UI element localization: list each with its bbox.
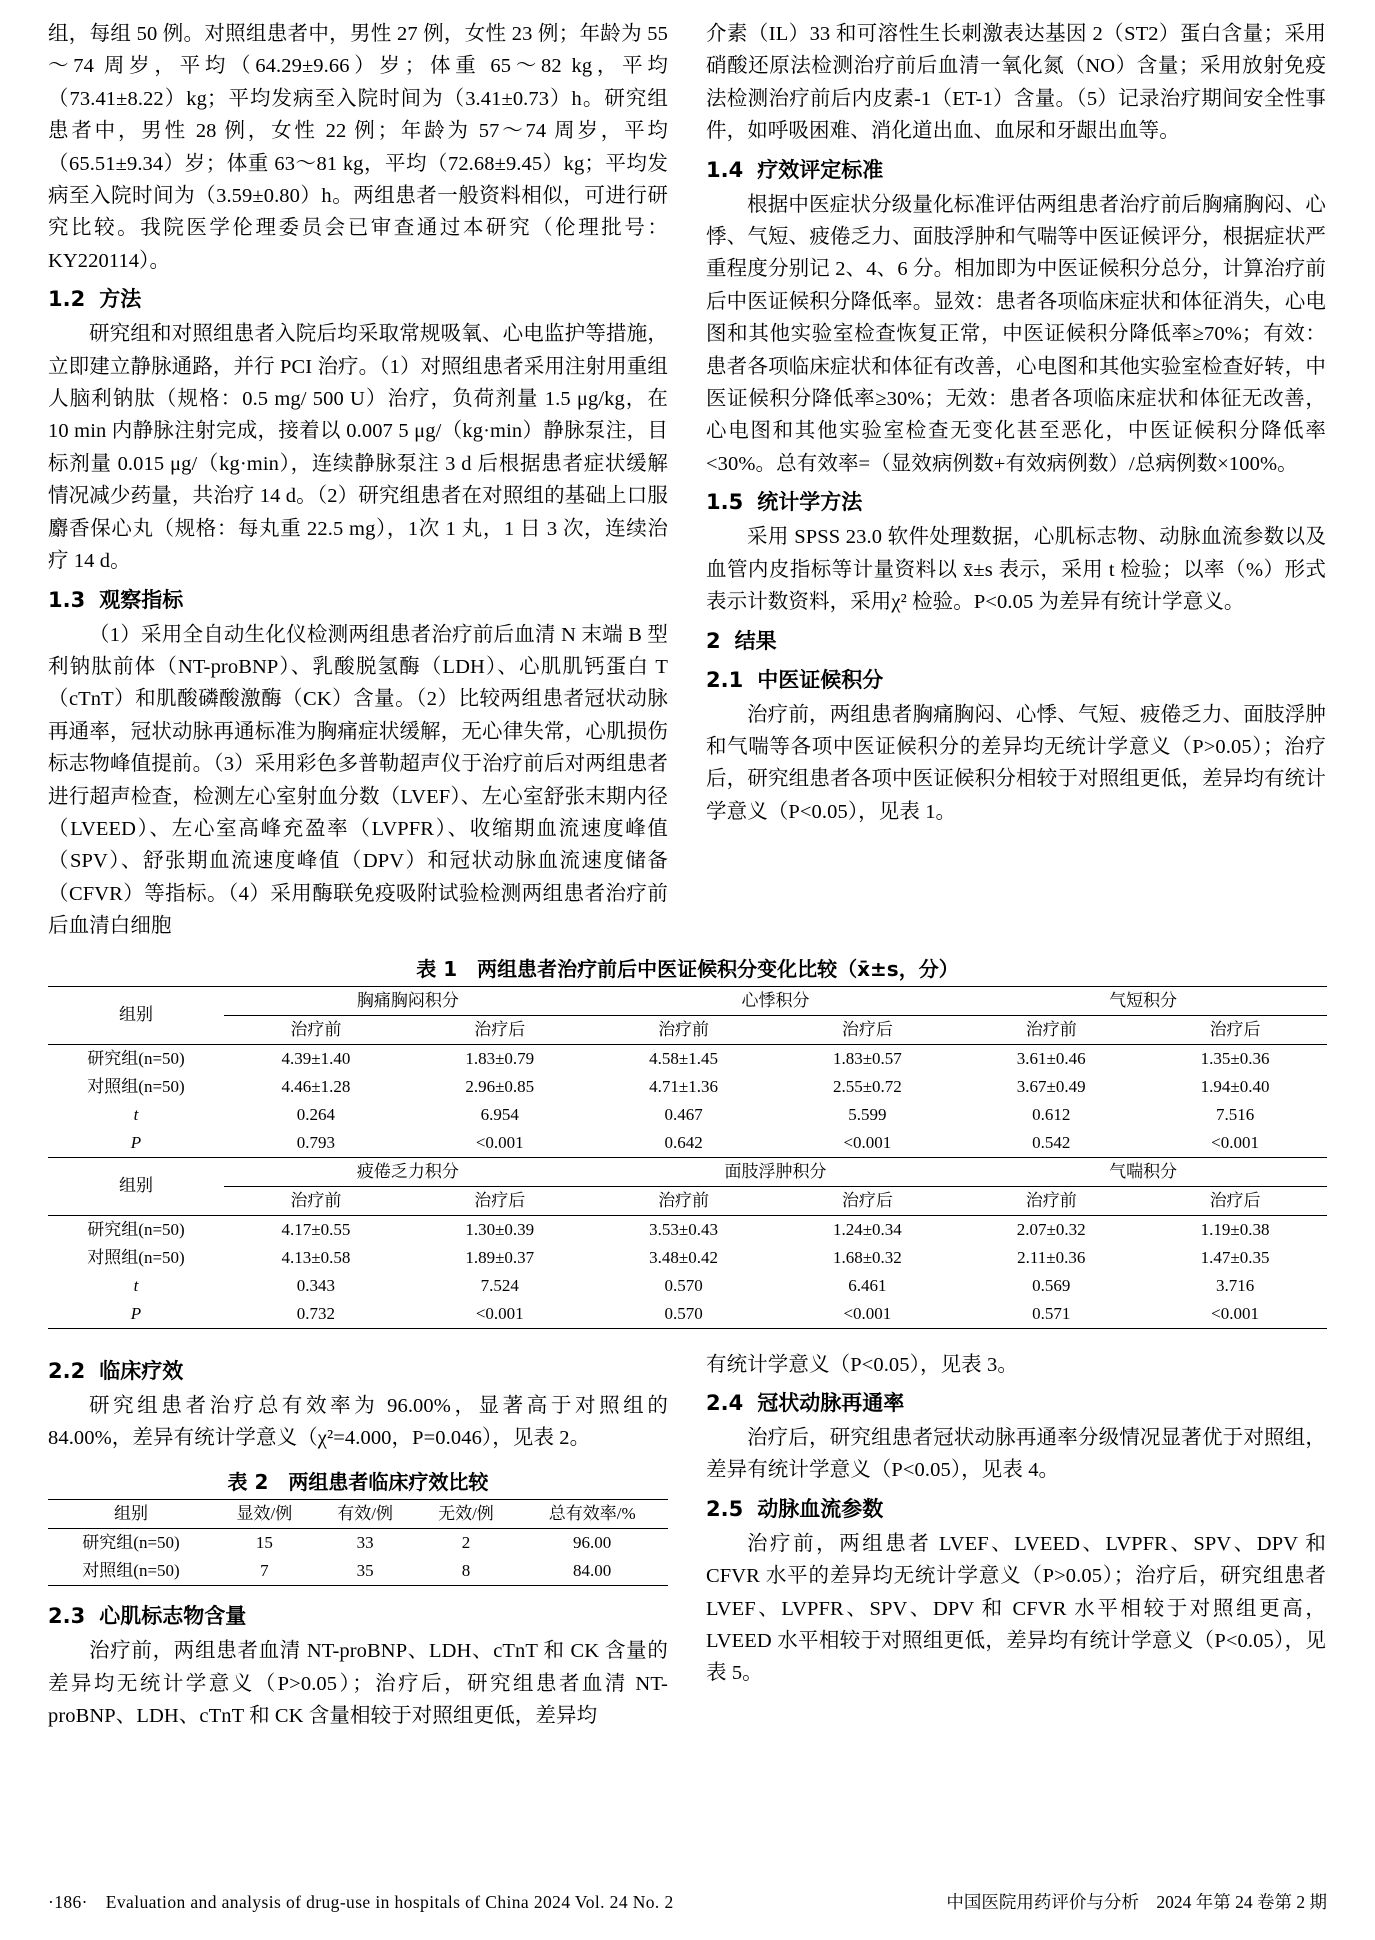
table-1-wrapper bbox=[48, 953, 1327, 1329]
table-1-subheader: 治疗前 bbox=[658, 1190, 710, 1210]
table-2-cell: 96.00 bbox=[573, 1533, 612, 1553]
table-2-row-label: 研究组(n=50) bbox=[82, 1533, 180, 1553]
table-2-header: 无效/例 bbox=[438, 1504, 494, 1524]
table-2-cell: 7 bbox=[260, 1561, 269, 1581]
table-1-cell: 1.30±0.39 bbox=[465, 1219, 535, 1239]
page-footer bbox=[48, 1889, 1327, 1914]
table-row bbox=[48, 1129, 1327, 1158]
heading-2-1-number: 2.1 bbox=[706, 667, 744, 692]
table-1-cell: 7.516 bbox=[1215, 1104, 1255, 1124]
table-1-cell: 0.570 bbox=[664, 1303, 703, 1323]
heading-2-4 bbox=[706, 1387, 1326, 1420]
table-2-row-label: 对照组(n=50) bbox=[82, 1561, 180, 1581]
table-1-cell: 1.35±0.36 bbox=[1200, 1048, 1270, 1068]
paragraph-2-2: 研究组患者治疗总有效率为 96.00%，显著高于对照组的 84.00%，差异有统计学意义（χ²=4.000，P=0.046），见表 2。 bbox=[48, 1394, 668, 1449]
table-1-cell: 0.642 bbox=[664, 1132, 703, 1152]
paragraph-1-3: （1）采用全自动生化仪检测两组患者治疗前后血清 N 末端 B 型利钠肽前体（NT-proBNP）、乳酸脱氢酶（LDH）、心肌肌钙蛋白 T（cTnT）和肌酸磷酸激酶（CK）含量。（2）比较两组患者冠状动脉再通率，冠状动脉再通标准为胸痛症状缓解，无心律失常，心肌损伤标志物峰值提前。（3）采用彩色多普勒超声仪于治疗前后对两组患者进行超声检查，检测左心室射血分数（LVEF）、左心室舒张末期内径（LVEED）、左心室高峰充盈率（LVPFR）、收缩期血流速度峰值（SPV）、舒张期血流速度峰值（DPV）和冠状动脉血流速度储备（CFVR）等指标。（4）采用酶联免疫吸附试验检测两组患者治疗前后血清白细胞 bbox=[48, 623, 668, 938]
table-1-cell: 0.793 bbox=[296, 1132, 336, 1152]
footer-right: 中国医院用药评价与分析 2024 年第 24 卷第 2 期 bbox=[946, 1892, 1327, 1912]
heading-1-3-number: 1.3 bbox=[48, 587, 86, 612]
paragraph-2-3: 治疗前，两组患者血清 NT-proBNP、LDH、cTnT 和 CK 含量的差异均无统计学意义（P>0.05）；治疗后，研究组患者血清 NT-proBNP、LDH、cTnT 和 CK 含量相较于对照组更低，差异均 bbox=[48, 1640, 668, 1728]
table-1-cell: 2.96±0.85 bbox=[465, 1076, 535, 1096]
table-1-cell: <0.001 bbox=[1211, 1132, 1259, 1152]
heading-2-title: 结果 bbox=[734, 628, 777, 653]
table-1-cell: 1.94±0.40 bbox=[1200, 1076, 1270, 1096]
heading-1-3-title: 观察指标 bbox=[99, 587, 184, 612]
heading-1-2-title: 方法 bbox=[99, 287, 142, 312]
paragraph-1-2: 研究组和对照组患者入院后均采取常规吸氧、心电监护等措施，立即建立静脉通路，并行 PCI 治疗。（1）对照组患者采用注射用重组人脑利钠肽（规格：0.5 mg/ 500 U）治疗，负荷剂量 1.5 μg/kg，在 10 min 内静脉注射完成，接着以 0.007 5 μg/（kg·min）静脉泵注，目标剂量 0.015 μg/（kg·min），连续静脉泵注 3 d 后根据患者症状缓解情况减少药量，共治疗 14 d。（2）研究组患者在对照组的基础上口服麝香保心丸（规格：每丸重 22.5 mg），1次 1 丸，1 日 3 次，连续治疗 14 d。 bbox=[48, 323, 668, 573]
table-1-cell: <0.001 bbox=[1211, 1303, 1259, 1323]
table-2-cell: 84.00 bbox=[573, 1561, 612, 1581]
table-1 bbox=[48, 986, 1327, 1329]
table-1-cell: 7.524 bbox=[480, 1275, 519, 1295]
table-1-row-label: P bbox=[130, 1303, 142, 1323]
table-1-cell: 6.461 bbox=[848, 1275, 887, 1295]
top-two-column-area bbox=[48, 18, 1327, 943]
table-1-domain-1: 胸痛胸闷积分 bbox=[224, 986, 592, 1015]
heading-2-1 bbox=[706, 664, 1326, 697]
heading-2-3 bbox=[48, 1600, 668, 1633]
paragraph-2-4: 治疗后，研究组患者冠状动脉再通率分级情况显著优于对照组，差异有统计学意义（P<0.05），见表 4。 bbox=[706, 1426, 1326, 1482]
table-2-header: 有效/例 bbox=[337, 1504, 394, 1524]
table-row bbox=[48, 1101, 1327, 1129]
table-1-subheader: 治疗前 bbox=[290, 1190, 342, 1210]
heading-1-5-title: 统计学方法 bbox=[757, 490, 863, 515]
table-1-domain-6: 气喘积分 bbox=[959, 1157, 1327, 1186]
table-row bbox=[48, 1044, 1327, 1073]
heading-2-2-number: 2.2 bbox=[48, 1358, 86, 1383]
table-1-caption: 表 1 两组患者治疗前后中医证候积分变化比较（x̄±s，分） bbox=[416, 956, 959, 981]
table-1-cell: 1.47±0.35 bbox=[1200, 1247, 1270, 1267]
heading-1-4 bbox=[706, 154, 1326, 187]
table-1-subheader: 治疗后 bbox=[1209, 1019, 1261, 1039]
table-1-cell: 4.58±1.45 bbox=[649, 1048, 718, 1068]
table-1-group-header: 组别 bbox=[119, 1005, 153, 1025]
table-2-cell: 2 bbox=[461, 1533, 471, 1553]
table-row bbox=[48, 1300, 1327, 1329]
right-column-top bbox=[706, 18, 1326, 828]
paragraph-2-5: 治疗前，两组患者 LVEF、LVEED、LVPFR、SPV、DPV 和 CFVR 水平的差异均无统计学意义（P>0.05）；治疗后，研究组患者 LVEF、LVPFR、SPV、DPV 和 CFVR 水平相较于对照组更高，LVEED 水平相较于对照组更低，差异均有统计学意义（P<0.05），见表 5。 bbox=[706, 1532, 1326, 1685]
bottom-two-column-area bbox=[48, 1349, 1327, 1733]
table-1-cell: 4.17±0.55 bbox=[281, 1219, 351, 1239]
heading-2-3-title: 心肌标志物含量 bbox=[99, 1604, 247, 1629]
table-1-domain-3: 气短积分 bbox=[959, 986, 1327, 1015]
table-1-cell: 1.83±0.57 bbox=[832, 1048, 902, 1068]
paragraph-continuation-right: 介素（IL）33 和可溶性生长刺激表达基因 2（ST2）蛋白含量；采用硝酸还原法检测治疗前后血清一氧化氮（NO）含量；采用放射免疫法检测治疗前后内皮素-1（ET-1）含量。（5）记录治疗期间安全性事件，如呼吸困难、消化道出血、血尿和牙龈出血等。 bbox=[706, 23, 1326, 143]
table-1-cell: 6.954 bbox=[480, 1104, 519, 1124]
heading-2-number: 2 bbox=[706, 628, 721, 653]
heading-1-4-title: 疗效评定标准 bbox=[757, 157, 884, 182]
heading-2-4-number: 2.4 bbox=[706, 1390, 744, 1415]
table-1-cell: 1.24±0.34 bbox=[832, 1219, 902, 1239]
table-1-cell: 3.53±0.43 bbox=[649, 1219, 718, 1239]
table-1-cell: 0.612 bbox=[1032, 1104, 1071, 1124]
table-1-cell: 4.39±1.40 bbox=[281, 1048, 351, 1068]
table-1-cell: 4.71±1.36 bbox=[649, 1076, 718, 1096]
table-2-cell: 8 bbox=[461, 1561, 471, 1581]
table-1-subheader: 治疗前 bbox=[658, 1019, 710, 1039]
paragraph-2-1: 治疗前，两组患者胸痛胸闷、心悸、气短、疲倦乏力、面肢浮肿和气喘等各项中医证候积分的差异均无统计学意义（P>0.05）；治疗后，研究组患者各项中医证候积分相较于对照组更低，差异均有统计学意义（P<0.05），见表 1。 bbox=[706, 703, 1326, 823]
table-1-subheader: 治疗后 bbox=[841, 1190, 893, 1210]
heading-1-5 bbox=[706, 486, 1326, 519]
table-1-subheader: 治疗后 bbox=[474, 1190, 526, 1210]
heading-2 bbox=[706, 625, 1326, 658]
table-1-row-label: 研究组(n=50) bbox=[87, 1048, 185, 1068]
paragraph-2-3-continuation: 有统计学意义（P<0.05），见表 3。 bbox=[706, 1353, 1018, 1376]
left-column-top bbox=[48, 18, 668, 943]
table-1-subheader: 治疗后 bbox=[1209, 1190, 1261, 1210]
table-1-cell: 2.55±0.72 bbox=[832, 1076, 902, 1096]
table-2-caption: 表 2 两组患者临床疗效比较 bbox=[227, 1470, 489, 1495]
table-1-cell: 1.68±0.32 bbox=[832, 1247, 902, 1267]
table-1-header-row-1 bbox=[48, 986, 1327, 1015]
table-2-cell: 33 bbox=[356, 1533, 374, 1553]
left-column-bottom bbox=[48, 1349, 668, 1733]
table-1-cell: 3.48±0.42 bbox=[649, 1247, 718, 1267]
table-1-cell: 0.571 bbox=[1032, 1303, 1071, 1323]
table-1-cell: 0.569 bbox=[1032, 1275, 1071, 1295]
heading-2-1-title: 中医证候积分 bbox=[757, 667, 884, 692]
heading-1-2-number: 1.2 bbox=[48, 287, 86, 312]
table-1-cell: 5.599 bbox=[848, 1104, 887, 1124]
table-1-subheader: 治疗前 bbox=[1025, 1190, 1077, 1210]
right-column-bottom bbox=[706, 1349, 1326, 1690]
table-2 bbox=[48, 1499, 668, 1586]
table-1-subheader: 治疗前 bbox=[1025, 1019, 1077, 1039]
table-1-cell: 0.570 bbox=[664, 1275, 703, 1295]
table-1-row-label: 对照组(n=50) bbox=[87, 1247, 185, 1267]
table-1-cell: <0.001 bbox=[475, 1132, 524, 1152]
heading-2-5-title: 动脉血流参数 bbox=[757, 1496, 884, 1521]
table-1-cell: <0.001 bbox=[843, 1132, 892, 1152]
table-1-header-row-2 bbox=[48, 1015, 1327, 1044]
table-2-cell: 15 bbox=[255, 1533, 273, 1553]
heading-1-3 bbox=[48, 584, 668, 617]
footer-left: ·186· Evaluation and analysis of drug-use in hospitals of China 2024 Vol. 24 No. 2 bbox=[48, 1892, 674, 1912]
table-2-header: 显效/例 bbox=[236, 1504, 293, 1524]
table-2-cell: 35 bbox=[356, 1561, 374, 1581]
table-1-domain-2: 心悸积分 bbox=[592, 986, 960, 1015]
table-1-group-header-2: 组别 bbox=[119, 1176, 153, 1196]
table-1-cell: 0.732 bbox=[296, 1303, 336, 1323]
table-1-cell: 2.07±0.32 bbox=[1016, 1219, 1086, 1239]
table-1-cell: 0.542 bbox=[1032, 1132, 1071, 1152]
table-row bbox=[48, 1244, 1327, 1272]
table-1-cell: 3.61±0.46 bbox=[1016, 1048, 1086, 1068]
paragraph-continuation: 组，每组 50 例。对照组患者中，男性 27 例，女性 23 例；年龄为 55～74 周岁，平均（64.29±9.66）岁；体重 65～82 kg，平均（73.41±8.22）kg；平均发病至入院时间为（3.41±0.73）h。研究组患者中，男性 28 例，女性 22 例；年龄为 57～74 周岁，平均（65.51±9.34）岁；体重 63～81 kg，平均（72.68±9.45）kg；平均发病至入院时间为（3.59±0.80）h。两组患者一般资料相似，可进行研究比较。我院医学伦理委员会已审查通过本研究（伦理批号：KY220114）。 bbox=[48, 23, 668, 272]
heading-1-5-number: 1.5 bbox=[706, 490, 744, 515]
table-1-cell: 0.343 bbox=[296, 1275, 336, 1295]
table-1-cell: 1.89±0.37 bbox=[465, 1247, 535, 1267]
table-1-domain-5: 面肢浮肿积分 bbox=[592, 1157, 960, 1186]
table-1-row-label: 对照组(n=50) bbox=[87, 1076, 185, 1096]
table-row bbox=[48, 1272, 1327, 1300]
table-2-header: 组别 bbox=[114, 1504, 148, 1524]
table-1-row-label: t bbox=[133, 1104, 139, 1124]
table-1-row-label: P bbox=[130, 1132, 142, 1152]
paragraph-1-5: 采用 SPSS 23.0 软件处理数据，心肌标志物、动脉血流参数以及血管内皮指标等计量资料以 x̄±s 表示，采用 t 检验；以率（%）形式表示计数资料，采用χ² 检验。P<0.05 为差异有统计学意义。 bbox=[706, 526, 1326, 614]
table-row bbox=[48, 1529, 668, 1558]
table-row bbox=[48, 1073, 1327, 1101]
table-row bbox=[48, 1215, 1327, 1244]
heading-1-2 bbox=[48, 283, 668, 316]
table-1-cell: 4.46±1.28 bbox=[281, 1076, 351, 1096]
table-1-header-row-3 bbox=[48, 1157, 1327, 1186]
table-1-header-row-4 bbox=[48, 1186, 1327, 1215]
table-1-row-label: t bbox=[133, 1275, 139, 1295]
heading-2-5 bbox=[706, 1493, 1326, 1526]
heading-1-4-number: 1.4 bbox=[706, 157, 744, 182]
table-1-cell: 0.264 bbox=[296, 1104, 336, 1124]
table-1-subheader: 治疗后 bbox=[841, 1019, 893, 1039]
heading-2-2-title: 临床疗效 bbox=[99, 1358, 184, 1383]
table-1-cell: 1.83±0.79 bbox=[465, 1048, 535, 1068]
table-2-header-row bbox=[48, 1500, 668, 1529]
heading-2-5-number: 2.5 bbox=[706, 1496, 744, 1521]
table-1-cell: 3.67±0.49 bbox=[1016, 1076, 1086, 1096]
heading-2-4-title: 冠状动脉再通率 bbox=[757, 1390, 905, 1415]
table-1-row-label: 研究组(n=50) bbox=[87, 1219, 185, 1239]
table-1-cell: <0.001 bbox=[475, 1303, 524, 1323]
table-1-cell: 1.19±0.38 bbox=[1200, 1219, 1270, 1239]
heading-2-3-number: 2.3 bbox=[48, 1604, 86, 1629]
heading-2-2 bbox=[48, 1355, 668, 1388]
table-2-header: 总有效率/% bbox=[548, 1504, 636, 1524]
table-1-cell: <0.001 bbox=[843, 1303, 892, 1323]
table-1-cell: 3.716 bbox=[1215, 1275, 1255, 1295]
table-1-cell: 4.13±0.58 bbox=[281, 1247, 351, 1267]
table-row bbox=[48, 1557, 668, 1586]
table-1-domain-4: 疲倦乏力积分 bbox=[224, 1157, 592, 1186]
table-1-subheader: 治疗后 bbox=[474, 1019, 526, 1039]
table-1-cell: 2.11±0.36 bbox=[1017, 1247, 1086, 1267]
table-1-cell: 0.467 bbox=[664, 1104, 703, 1124]
paragraph-1-4: 根据中医症状分级量化标准评估两组患者治疗前后胸痛胸闷、心悸、气短、疲倦乏力、面肢浮肿和气喘等中医证候评分，根据症状严重程度分别记 2、4、6 分。相加即为中医证候积分总分，计算治疗前后中医证候积分降低率。显效：患者各项临床症状和体征消失，心电图和其他实验室检查恢复正常，中医证候积分降低率≥70%；有效：患者各项临床症状和体征有改善，心电图和其他实验室检查好转，中医证候积分降低率≥30%；无效：患者各项临床症状和体征无改善，心电图和其他实验室检查无变化甚至恶化，中医证候积分降低率<30%。总有效率=（显效病例数+有效病例数）/总病例数×100%。 bbox=[706, 193, 1326, 475]
table-1-subheader: 治疗前 bbox=[290, 1019, 342, 1039]
